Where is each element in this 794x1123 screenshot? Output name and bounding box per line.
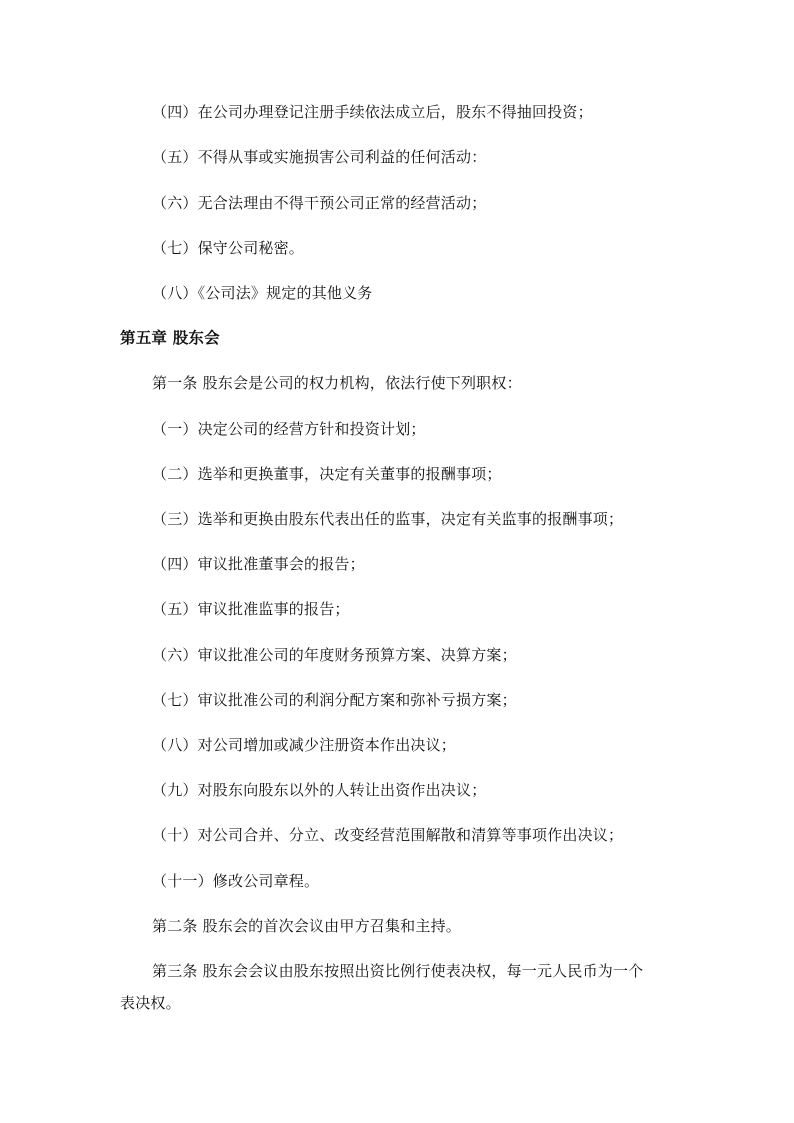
article-2: 第二条 股东会的首次会议由甲方召集和主持。 [152, 917, 461, 935]
duty-item-8: （八）《公司法》规定的其他义务 [152, 284, 373, 302]
article-3-line-2: 表决权。 [120, 994, 181, 1012]
chapter-heading: 第五章 股东会 [120, 329, 220, 347]
article-1: 第一条 股东会是公司的权力机构，依法行使下列职权： [152, 374, 522, 392]
duty-item-5: （五）不得从事或实施损害公司利益的任何活动： [152, 148, 487, 166]
power-item-6: （六）审议批准公司的年度财务预算方案、决算方案； [152, 646, 517, 664]
power-item-3: （三）选举和更换由股东代表出任的监事，决定有关监事的报酬事项； [152, 510, 624, 528]
power-item-5: （五）审议批准监事的报告； [152, 600, 350, 618]
power-item-10: （十）对公司合并、分立、改变经营范围解散和清算等事项作出决议； [152, 826, 624, 844]
power-item-4: （四）审议批准董事会的报告； [152, 555, 365, 573]
article-3-line-1: 第三条 股东会会议由股东按照出资比例行使表决权，每一元人民币为一个 [152, 962, 644, 980]
duty-item-4: （四）在公司办理登记注册手续依法成立后，股东不得抽回投资； [152, 103, 593, 121]
power-item-9: （九）对股东向股东以外的人转让出资作出决议； [152, 781, 487, 799]
power-item-7: （七）审议批准公司的利润分配方案和弥补亏损方案； [152, 691, 517, 709]
duty-item-6: （六）无合法理由不得干预公司正常的经营活动； [152, 194, 487, 212]
power-item-2: （二）选举和更换董事，决定有关董事的报酬事项； [152, 465, 502, 483]
power-item-8: （八）对公司增加或减少注册资本作出决议； [152, 736, 457, 754]
power-item-11: （十一）修改公司章程。 [152, 872, 320, 890]
power-item-1: （一）决定公司的经营方针和投资计划； [152, 420, 426, 438]
duty-item-7: （七）保守公司秘密。 [152, 239, 305, 257]
